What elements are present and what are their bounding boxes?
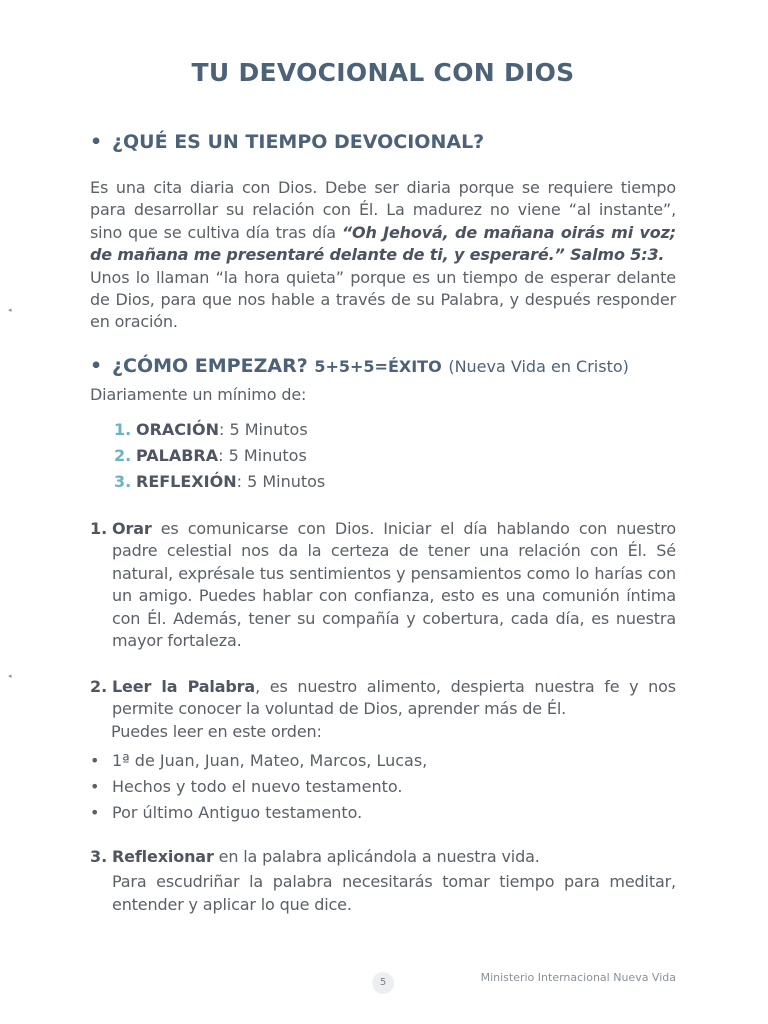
reading-order-list bbox=[90, 748, 427, 826]
section-heading-how-to-start bbox=[90, 355, 629, 377]
formula-source: (Nueva Vida en Cristo) bbox=[448, 357, 629, 376]
footer-ministry: Ministerio Internacional Nueva Vida bbox=[480, 971, 676, 984]
intro-paragraph bbox=[90, 177, 676, 334]
item-pray bbox=[90, 518, 676, 652]
item-number: 1. bbox=[90, 519, 108, 538]
page-number: 5 bbox=[372, 972, 394, 994]
item-number: 2. bbox=[90, 677, 108, 696]
item-body: Orar es comunicarse con Dios. Iniciar el día hablando con nuestro padre celestial nos da la certeza de tener una relación con Él. Sé natural, exprésale tus sentimientos y pensamientos como lo harías con un amigo. Puedes hablar con confianza, esto es una comunión íntima con Él. Además, tener su compañía y cobertura, cada día, es nuestra mayor fortaleza. bbox=[112, 519, 676, 651]
bullet-icon: • bbox=[90, 131, 103, 153]
reading-order-intro: Puedes leer en este orden: bbox=[111, 721, 322, 741]
item-number: 3. bbox=[90, 847, 108, 866]
list-item: 2. PALABRA: 5 Minutos bbox=[114, 446, 307, 465]
section-heading-text: ¿CÓMO EMPEZAR? bbox=[112, 355, 308, 377]
bullet-icon: • bbox=[90, 777, 100, 796]
bullet-icon: • bbox=[90, 355, 103, 377]
list-item: 3. REFLEXIÓN: 5 Minutos bbox=[114, 472, 326, 491]
item-reflect bbox=[90, 846, 676, 916]
item-body: Reflexionar en la palabra aplicándola a nuestra vida. bbox=[112, 847, 540, 866]
section-heading-what-is bbox=[90, 131, 484, 153]
list-item: 1. ORACIÓN: 5 Minutos bbox=[114, 420, 308, 439]
intro-text: Es una cita diaria con Dios. Debe ser diaria porque se requiere tiempo para desarrollar su relación con Él. La madurez no viene “al instante”, sino que se cultiva día tras día bbox=[90, 178, 676, 242]
list-item: • 1ª de Juan, Juan, Mateo, Marcos, Lucas, bbox=[90, 748, 427, 774]
margin-mark: ◂ bbox=[8, 306, 12, 314]
formula: 5+5+5=ÉXITO bbox=[314, 357, 442, 376]
item-body: Leer la Palabra, es nuestro alimento, despierta nuestra fe y nos permite conocer la voluntad de Dios, aprender más de Él. bbox=[112, 677, 676, 719]
quiet-hour-text: Unos lo llaman “la hora quieta” porque es un tiempo de esperar delante de Dios, para que nos hable a través de su Palabra, y después responder en oración. bbox=[90, 267, 676, 332]
time-steps-list bbox=[114, 417, 325, 495]
margin-mark: ◂ bbox=[8, 672, 12, 680]
list-item: • Por último Antiguo testamento. bbox=[90, 800, 427, 826]
bullet-icon: • bbox=[90, 751, 100, 770]
page-title: TU DEVOCIONAL CON DIOS bbox=[191, 58, 575, 87]
daily-minimum-intro: Diariamente un mínimo de: bbox=[90, 385, 307, 404]
section-heading-text: ¿QUÉ ES UN TIEMPO DEVOCIONAL? bbox=[112, 131, 485, 153]
psalm-verse: “Oh Jehová, de mañana oirás mi voz; de mañana me presentaré delante de ti, y esperaré.” Salmo 5:3. bbox=[90, 222, 676, 265]
bullet-icon: • bbox=[90, 803, 100, 822]
item-extra: Para escudriñar la palabra necesitarás tomar tiempo para meditar, entender y aplicar lo que dice. bbox=[112, 872, 676, 914]
list-item: • Hechos y todo el nuevo testamento. bbox=[90, 774, 427, 800]
item-read bbox=[90, 676, 676, 743]
